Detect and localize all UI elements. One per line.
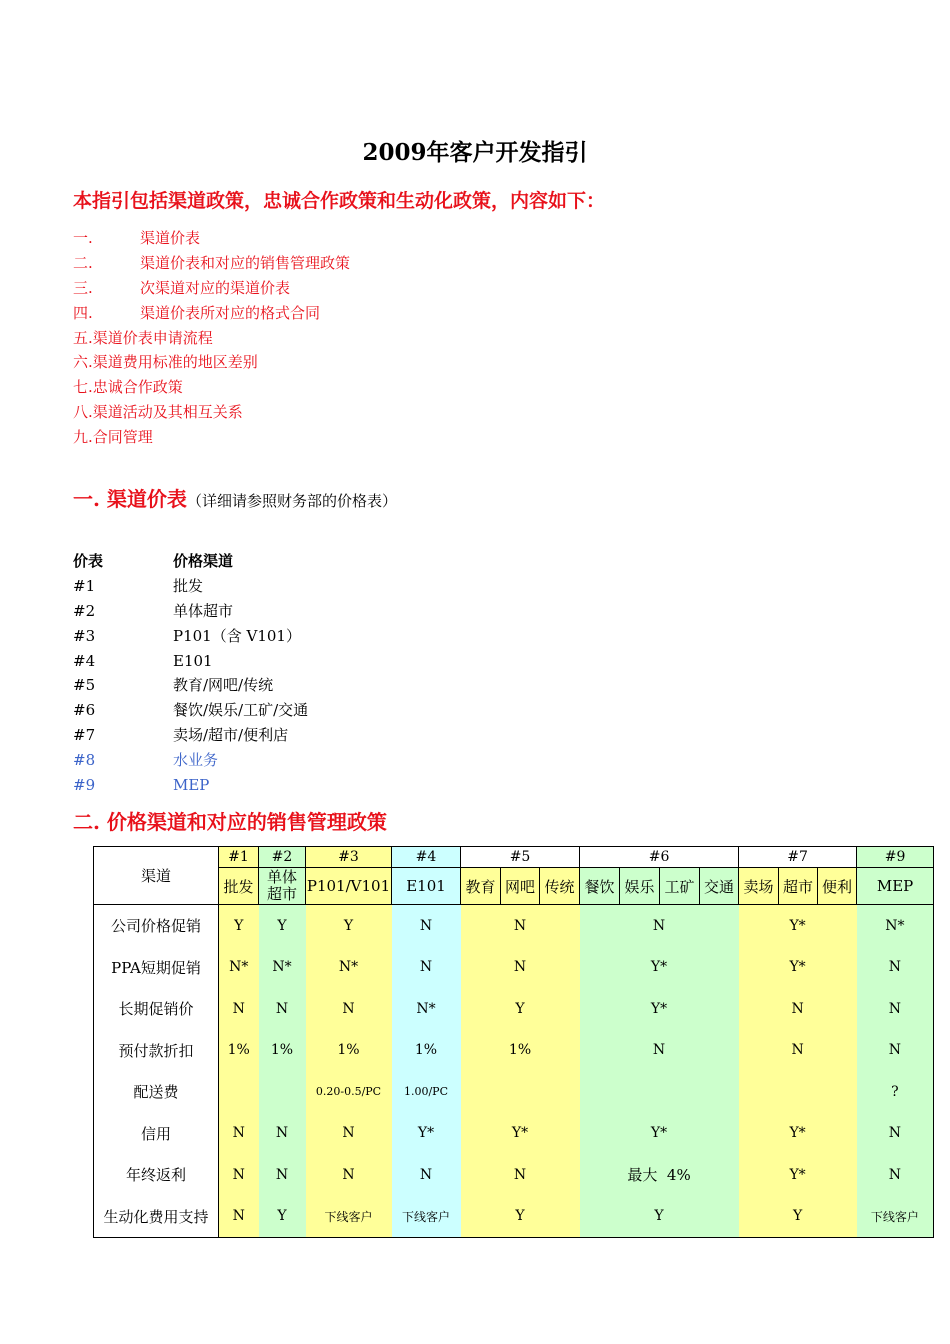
list-item: #7 卖场/超市/便利店	[73, 726, 289, 745]
table-cell: N	[219, 1154, 259, 1196]
table-cell: N	[857, 1154, 934, 1196]
table-cell: N	[461, 947, 580, 989]
subchannel-header: 网吧	[501, 868, 540, 905]
toc-item: 四. 渠道价表所对应的格式合同	[73, 303, 321, 322]
table-cell: Y*	[461, 1113, 580, 1155]
list-item: #6 餐饮/娱乐/工矿/交通	[73, 701, 309, 720]
table-cell: N	[219, 988, 259, 1030]
table-cell: N	[392, 905, 461, 947]
table-cell: ?	[857, 1071, 934, 1113]
table-cell: N	[461, 905, 580, 947]
table-cell: 1%	[461, 1030, 580, 1072]
subchannel-header: 超市	[779, 868, 818, 905]
table-cell: 1%	[306, 1030, 392, 1072]
list-item: #1 批发	[73, 576, 204, 595]
subchannel-header: 娱乐	[620, 868, 660, 905]
table-cell: N*	[857, 905, 934, 947]
subchannel-header: 工矿	[660, 868, 700, 905]
subchannel-header: 便利	[818, 868, 857, 905]
table-row	[94, 947, 934, 989]
table-cell: N	[259, 1154, 306, 1196]
table-cell	[219, 1071, 259, 1113]
table-cell: Y	[259, 905, 306, 947]
group-header: #6	[580, 847, 739, 868]
table-cell: N	[392, 1154, 461, 1196]
table-cell: 下线客户	[306, 1196, 392, 1238]
table-cell: N	[857, 947, 934, 989]
table-of-contents	[73, 226, 350, 450]
table-cell: N	[392, 947, 461, 989]
table-row	[94, 1030, 934, 1072]
table-row	[94, 1113, 934, 1155]
subchannel-header: P101/V101	[306, 868, 392, 905]
table-cell: Y*	[739, 947, 857, 989]
table-cell: N	[857, 1113, 934, 1155]
subchannel-header: 卖场	[739, 868, 779, 905]
section-1-heading	[73, 483, 397, 512]
table-cell: Y	[461, 1196, 580, 1238]
table-cell: N	[857, 988, 934, 1030]
table-cell: N	[219, 1113, 259, 1155]
table-row	[94, 988, 934, 1030]
section-1-title: 一. 渠道价表	[73, 487, 187, 511]
table-cell: N	[219, 1196, 259, 1238]
toc-item: 五.渠道价表申请流程	[73, 328, 213, 347]
table-cell: Y*	[392, 1113, 461, 1155]
toc-item: 七.忠诚合作政策	[73, 378, 183, 397]
group-header: #2	[259, 847, 306, 868]
section-1-note: （详细请参照财务部的价格表）	[186, 492, 397, 510]
table-cell: Y	[580, 1196, 739, 1238]
table-cell: 1%	[219, 1030, 259, 1072]
table-cell: Y	[739, 1196, 857, 1238]
toc-item: 二. 渠道价表和对应的销售管理政策	[73, 253, 351, 272]
table-cell: Y*	[739, 905, 857, 947]
page-title: 2009年客户开发指引	[362, 139, 588, 166]
table-row	[94, 1154, 934, 1196]
list-item: #5 教育/网吧/传统	[73, 676, 274, 695]
group-header: #7	[739, 847, 857, 868]
table-cell: 1%	[392, 1030, 461, 1072]
table-cell: Y*	[739, 1154, 857, 1196]
channel-header: 渠道	[94, 847, 219, 905]
table-cell: Y	[306, 905, 392, 947]
subchannel-header: 餐饮	[580, 868, 620, 905]
group-header: #3	[306, 847, 392, 868]
table-cell	[580, 1071, 739, 1113]
table-cell: 1%	[259, 1030, 306, 1072]
section-2-title: 二. 价格渠道和对应的销售管理政策	[73, 810, 387, 834]
table-cell: N*	[219, 947, 259, 989]
list-item: #4 E101	[73, 651, 213, 670]
toc-item: 八.渠道活动及其相互关系	[73, 403, 243, 422]
table-cell: N	[580, 1030, 739, 1072]
table-header-subchannels	[94, 868, 934, 905]
table-cell: 下线客户	[857, 1196, 934, 1238]
table-cell: N*	[259, 947, 306, 989]
table-cell: N	[857, 1030, 934, 1072]
table-cell: Y*	[580, 947, 739, 989]
table-cell: N	[259, 1113, 306, 1155]
subchannel-header: 单体 超市	[259, 868, 306, 905]
table-cell: Y*	[580, 988, 739, 1030]
toc-item: 九.合同管理	[73, 428, 153, 447]
group-header: #4	[392, 847, 461, 868]
price-list-header: 价表 价格渠道	[73, 552, 234, 570]
intro-text: 本指引包括渠道政策，忠诚合作政策和生动化政策，内容如下：	[73, 190, 606, 212]
table-row	[94, 1196, 934, 1238]
subchannel-header: 批发	[219, 868, 259, 905]
row-label: 预付款折扣	[94, 1030, 219, 1072]
row-label: 配送费	[94, 1071, 219, 1113]
row-label: 年终返利	[94, 1154, 219, 1196]
table-cell: N	[580, 905, 739, 947]
row-label: PPA短期促销	[94, 947, 219, 989]
table-cell: N	[739, 1030, 857, 1072]
group-header: #5	[461, 847, 580, 868]
subchannel-header: 传统	[540, 868, 580, 905]
table-cell: N	[259, 988, 306, 1030]
row-label: 公司价格促销	[94, 905, 219, 947]
table-cell	[461, 1071, 580, 1113]
table-cell: 下线客户	[392, 1196, 461, 1238]
table-cell: N	[306, 988, 392, 1030]
group-header: #9	[857, 847, 934, 868]
table-cell: N	[306, 1154, 392, 1196]
table-cell: N	[461, 1154, 580, 1196]
row-label: 信用	[94, 1113, 219, 1155]
group-header: #1	[219, 847, 259, 868]
table-cell: N	[306, 1113, 392, 1155]
list-item: #9 MEP	[73, 776, 210, 795]
list-item: #3 P101（含 V101）	[73, 626, 301, 645]
table-cell: 1.00/PC	[392, 1071, 461, 1113]
table-cell	[259, 1071, 306, 1113]
toc-item: 一. 渠道价表	[73, 229, 201, 247]
table-cell: N	[739, 988, 857, 1030]
subchannel-header: 交通	[700, 868, 739, 905]
toc-item: 六.渠道费用标准的地区差别	[73, 353, 258, 372]
subchannel-header: MEP	[857, 868, 934, 905]
table-cell: Y	[219, 905, 259, 947]
table-cell: 0.20-0.5/PC	[306, 1071, 392, 1113]
table-cell	[739, 1071, 857, 1113]
table-cell: Y	[259, 1196, 306, 1238]
table-cell: Y*	[580, 1113, 739, 1155]
table-row	[94, 905, 934, 947]
list-item: #8 水业务	[73, 751, 219, 770]
row-label: 长期促销价	[94, 988, 219, 1030]
row-label: 生动化费用支持	[94, 1196, 219, 1238]
table-cell: N*	[392, 988, 461, 1030]
table-row	[94, 1071, 934, 1113]
table-cell: N*	[306, 947, 392, 989]
toc-item: 三. 次渠道对应的渠道价表	[73, 278, 291, 297]
table-cell: Y	[461, 988, 580, 1030]
table-header-groups	[94, 847, 934, 868]
table-cell: Y*	[739, 1113, 857, 1155]
policy-table	[93, 846, 934, 1238]
price-list	[73, 549, 308, 798]
subchannel-header: E101	[392, 868, 461, 905]
subchannel-header: 教育	[461, 868, 501, 905]
table-cell: 最大 4%	[580, 1154, 739, 1196]
list-item: #2 单体超市	[73, 601, 234, 620]
